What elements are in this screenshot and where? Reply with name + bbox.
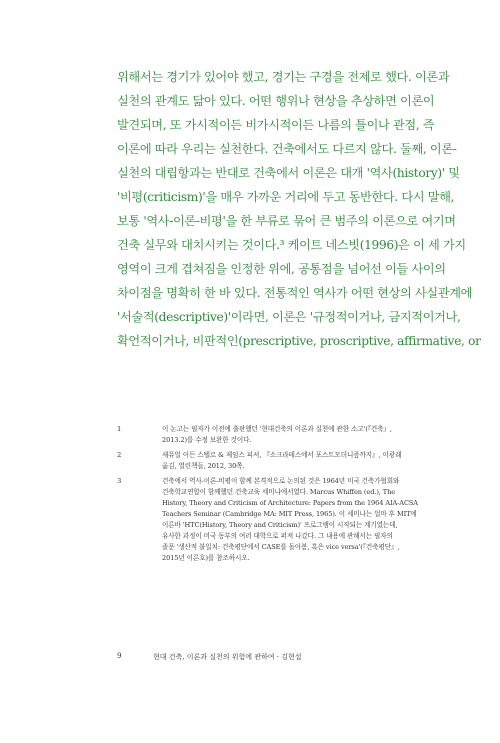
body-line: 이론에 따라 우리는 실천한다. 건축에서도 다르지 않다. 둘째, 이론-: [117, 142, 457, 156]
body-line: 발견되며, 또 가시적이든 비가시적이든 나름의 틀이나 관점, 즉: [117, 118, 435, 132]
body-line: 실천의 관계도 닮아 있다. 어떤 행위나 현상을 추상하면 이론이: [117, 94, 435, 108]
body-line: '서술적(descriptive)'이라면, 이론은 '규정적이거나, 금지적이거나,: [117, 310, 461, 324]
footnote-line: 2013.2)를 수정 보완한 것이다.: [162, 436, 252, 444]
footnote-line: 건축학교연합이 함께했던 건축교육 세미나에서였다. Marcus Whiffen (ed.), The: [162, 488, 396, 496]
footnote-line: 이 논고는 필자가 이전에 출판했던 '현대건축의 이론과 실천에 관한 소고'(『건축』,: [162, 425, 392, 433]
footnote-line: Teachers Seminar (Cambridge MA: MIT Press, 1965). 이 세미나는 얼마 후 MIT에: [162, 510, 417, 518]
body-line: '비평(criticism)'을 매우 가까운 거리에 두고 동반한다. 다시 말해,: [117, 190, 455, 204]
footnote-line: History, Theory and Criticism of Architecture: Papers from the 1964 AIA-ACSA: [162, 499, 418, 507]
footnote-line: 이른바 'HTC(History, Theory and Criticism)' 프로그램이 시작되는 계기였는데,: [162, 521, 398, 529]
footnote-line: 유사한 과정이 미국 동부의 여러 대학으로 퍼져 나갔다. 그 내용에 관해서는 필자의: [162, 532, 393, 540]
body-line: 영역이 크게 겹쳐짐을 인정한 위에, 공통점을 넘어선 이들 사이의: [117, 262, 446, 276]
footnote-number: 2: [117, 451, 122, 459]
footnote-line: 새뮤얼 이든 스텔르 & 제임스 피셔, 『소크라테스에서 포스트모더니즘까지』, 이광래: [162, 451, 402, 459]
body-line: 차이점을 명확히 한 바 있다. 전통적인 역사가 어떤 현상의 사실관계에: [117, 286, 473, 300]
footnote-line: 졸문 '생산적 불일치: 건축평단에서 CASE를 돌아봄, 혹은 vice versa'(『건축평단』,: [162, 543, 400, 551]
body-line: 보통 '역사-이론-비평'을 한 부류로 묶어 큰 범주의 이론으로 여기며: [117, 214, 456, 228]
body-line: 위해서는 경기가 있어야 했고, 경기는 구경을 전제로 했다. 이론과: [117, 70, 450, 84]
page-number: 9: [117, 652, 122, 660]
footnote-number: 3: [117, 477, 122, 485]
body-line: 건축 실무와 대치시키는 것이다.³ 케이트 네스빗(1996)은 이 세 가지: [117, 238, 466, 252]
body-line: 실천의 대립항과는 반대로 건축에서 이론은 대개 '역사(history)' 및: [117, 166, 460, 180]
running-title: 현대 건축, 이론과 실천의 위험에 관하여 · 김현섭: [153, 653, 302, 661]
body-line: 확언적이거나, 비판적인(prescriptive, proscriptive, affirmative, or: [117, 334, 481, 348]
footnote-line: 2015년 이른호)를 참조하시오.: [162, 554, 250, 562]
footnote-line: 옮김, 열린책들, 2012, 30쪽.: [162, 462, 245, 470]
footnote-number: 1: [117, 425, 122, 433]
footnote-line: 건축에서 역사-이론-비평이 함께 본격적으로 논의된 것은 1964년 미국 건축가협회와: [162, 477, 400, 485]
